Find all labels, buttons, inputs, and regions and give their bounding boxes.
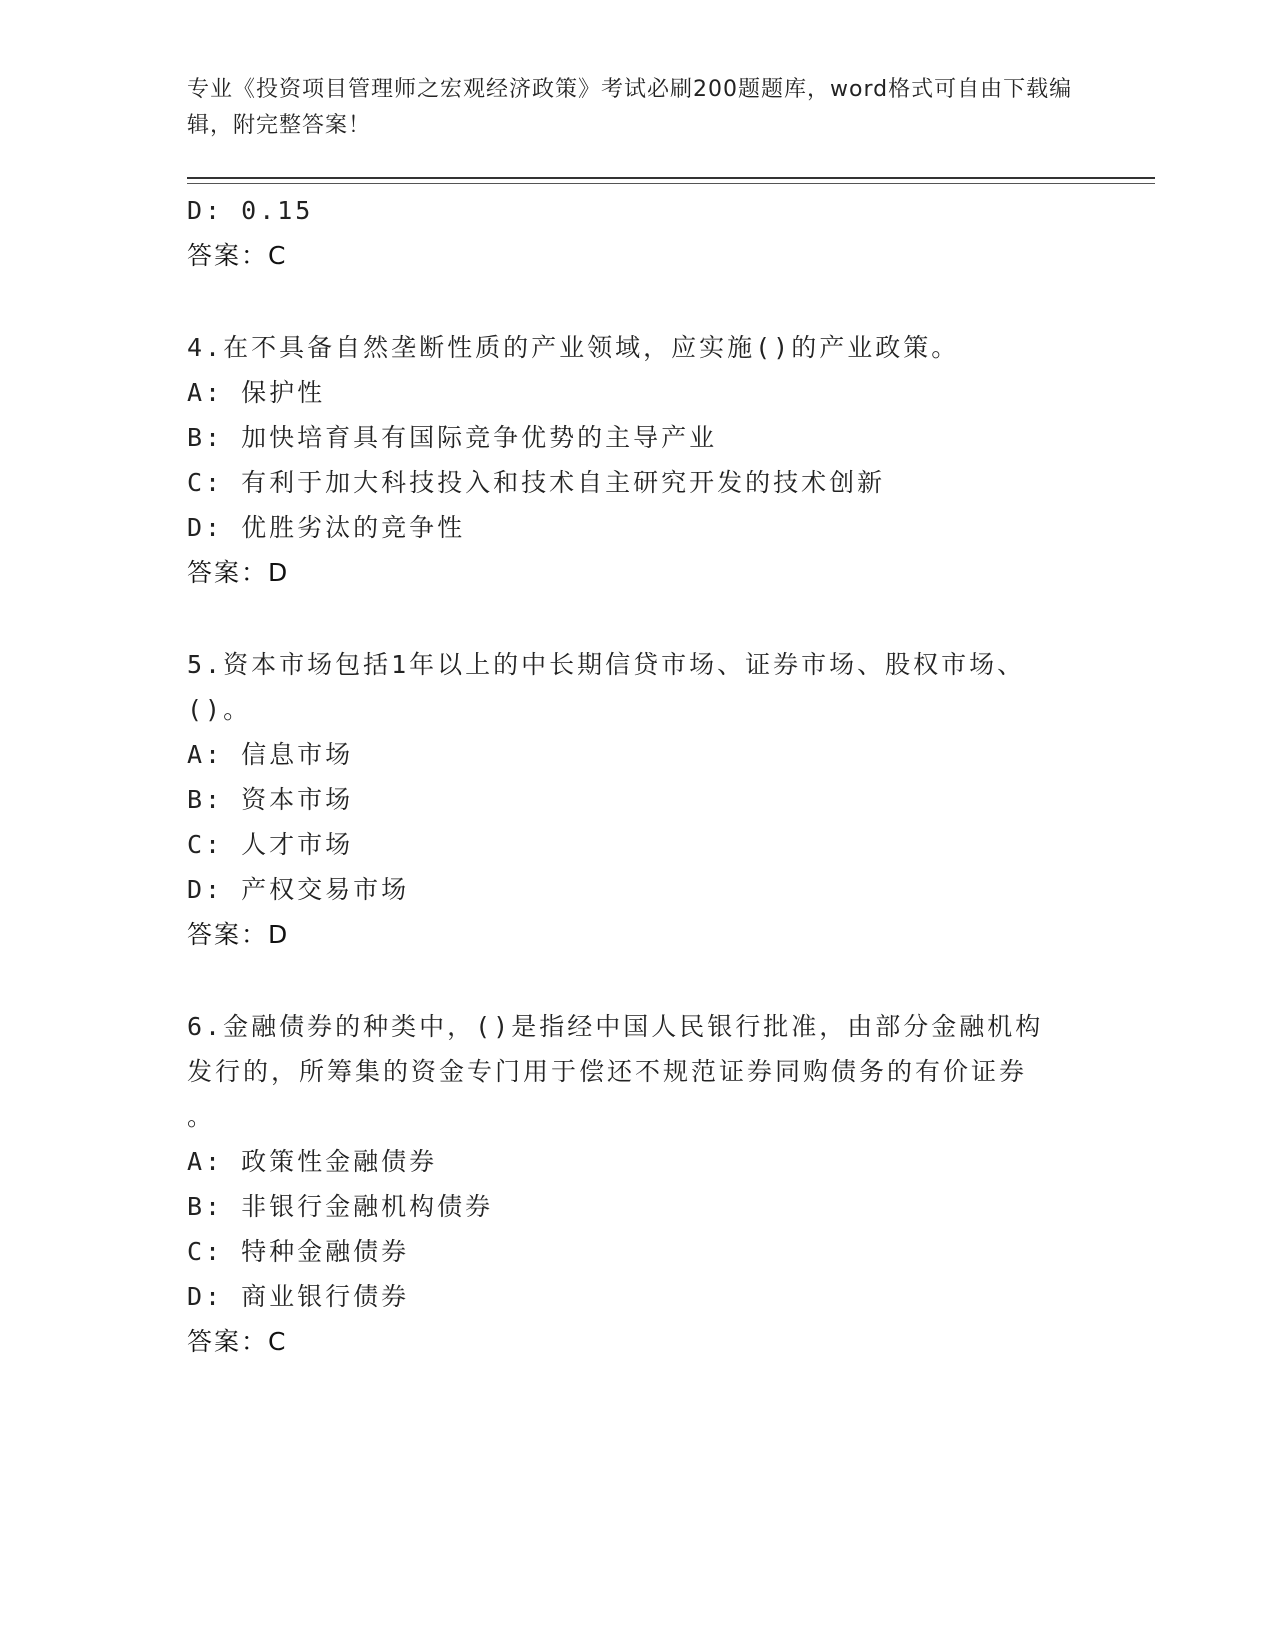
q4-option-a: A: 保护性	[187, 378, 326, 407]
q4-option-c: C: 有利于加大科技投入和技术自主研究开发的技术创新	[187, 468, 886, 497]
q6-option-c: C: 特种金融债券	[187, 1237, 410, 1266]
q5-question-line2: ()。	[187, 695, 252, 724]
q5-option-c: C: 人才市场	[187, 830, 354, 859]
spacer	[187, 957, 1087, 1004]
q4-answer: 答案：D	[187, 558, 290, 587]
q5-option-a: A: 信息市场	[187, 740, 354, 769]
q6-question-line2: 发行的，所筹集的资金专门用于偿还不规范证券同购债务的有价证券	[187, 1057, 1028, 1086]
q4-option-b: B: 加快培育具有国际竞争优势的主导产业	[187, 423, 718, 452]
header-rule-thick	[187, 177, 1155, 179]
question-list	[187, 188, 1087, 1364]
q5-option-d: D: 产权交易市场	[187, 875, 410, 904]
header-rule-thin	[187, 183, 1155, 184]
q6-option-d: D: 商业银行债券	[187, 1282, 410, 1311]
spacer	[187, 278, 1087, 325]
page-header-text: 专业《投资项目管理师之宏观经济政策》考试必刷200题题库，word格式可自由下载编辑，附完整答案！	[187, 77, 1073, 138]
q6-question-line1: 6.金融债券的种类中，()是指经中国人民银行批准，由部分金融机构	[187, 1012, 1044, 1041]
q4-option-d: D: 优胜劣汰的竞争性	[187, 513, 466, 542]
q6-answer: 答案：C	[187, 1327, 288, 1356]
q6-question-line3: 。	[187, 1102, 216, 1131]
q6-option-a: A: 政策性金融债券	[187, 1147, 438, 1176]
q5-question-line1: 5.资本市场包括1年以上的中长期信贷市场、证券市场、股权市场、	[187, 650, 1026, 679]
spacer	[187, 595, 1087, 642]
prev-answer: 答案：C	[187, 241, 288, 270]
q6-option-b: B: 非银行金融机构债券	[187, 1192, 494, 1221]
prev-option-d: D: 0.15	[187, 196, 314, 225]
q4-question: 4.在不具备自然垄断性质的产业领域，应实施()的产业政策。	[187, 333, 960, 362]
q5-answer: 答案：D	[187, 920, 290, 949]
q5-option-b: B: 资本市场	[187, 785, 354, 814]
